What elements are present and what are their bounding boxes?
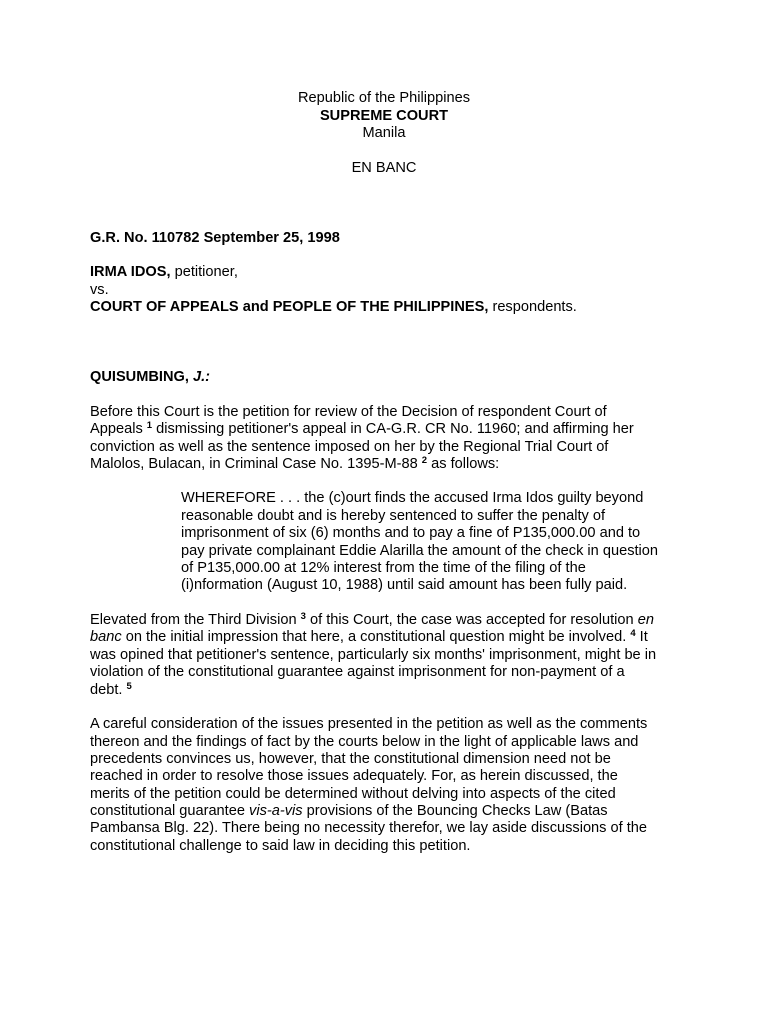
footnote-ref-5[interactable]: 5 — [126, 681, 132, 692]
p1-line-4 — [90, 456, 690, 473]
p2-l2-italic: banc — [90, 629, 122, 645]
ponente — [90, 369, 690, 386]
p3-l6-text-b: provisions of the Bouncing Checks Law (Batas — [302, 803, 608, 819]
petitioner-name: IRMA IDOS, — [90, 264, 171, 280]
p3-line-7: Pambansa Blg. 22). There being no necessity therefor, we lay aside discussions of the — [90, 820, 648, 836]
p3-line-6 — [90, 803, 690, 820]
p3-l6-italic: vis-a-vis — [249, 803, 303, 819]
quote-line-2: reasonable doubt and is hereby sentenced to suffer the penalty of — [181, 508, 606, 524]
footnote-ref-3[interactable]: 3 — [300, 611, 306, 622]
p3-line-5: merits of the petition could be determined without delving into aspects of the cited — [90, 786, 616, 802]
respondents-names: COURT OF APPEALS and PEOPLE OF THE PHILIPPINES, — [90, 299, 489, 315]
p1-line-2 — [90, 421, 690, 438]
petitioner-role: petitioner, — [170, 264, 238, 280]
footnote-ref-4[interactable]: 4 — [630, 628, 636, 639]
footnote-ref-2[interactable]: 2 — [421, 455, 428, 466]
p1-l4-text-a: Malolos, Bulacan, in Criminal Case No. 1395-M-88 — [90, 456, 422, 472]
p2-l2-text-a: on the initial impression that here, a constitutional question might be involved. — [121, 629, 631, 645]
header-court: SUPREME COURT — [319, 108, 449, 124]
respondents-line — [90, 299, 690, 316]
p2-l1-text-b: of this Court, the case was accepted for resolution — [305, 612, 638, 628]
p1-line-3: conviction as well as the sentence imposed on her by the Regional Trial Court of — [90, 439, 609, 455]
header-republic: Republic of the Philippines — [298, 90, 470, 106]
respondents-role: respondents. — [488, 299, 577, 315]
p3-line-3: precedents convinces us, however, that the constitutional dimension need not be — [90, 751, 611, 767]
case-number: G.R. No. 110782 September 25, 1998 — [90, 230, 340, 246]
ponente-name: QUISUMBING, — [90, 369, 193, 385]
p2-line-1 — [90, 612, 690, 629]
p1-line-1: Before this Court is the petition for review of the Decision of respondent Court of — [90, 404, 607, 420]
p3-line-2: thereon and the findings of fact by the courts below in the light of applicable laws and — [90, 734, 639, 750]
p2-l5-text-a: debt. — [90, 682, 127, 698]
p1-l2-text-b: dismissing petitioner's appeal in CA-G.R. CR No. 11960; and affirming her — [152, 421, 634, 437]
p3-line-4: reached in order to resolve those issues adequately. For, as herein discussed, the — [90, 768, 618, 784]
header-division: EN BANC — [351, 160, 417, 176]
p2-line-4: violation of the constitutional guarantee against imprisonment for non-payment of a — [90, 664, 625, 680]
p3-line-1: A careful consideration of the issues presented in the petition as well as the comments — [90, 716, 648, 732]
versus: vs. — [90, 282, 109, 298]
ponente-title: J.: — [192, 369, 210, 385]
p1-l2-text-a: Appeals — [90, 421, 147, 437]
p2-l1-italic: en — [637, 612, 654, 628]
p2-l1-text-a: Elevated from the Third Division — [90, 612, 301, 628]
p1-l4-text-b: as follows: — [427, 456, 500, 472]
p3-line-8: constitutional challenge to said law in deciding this petition. — [90, 838, 471, 854]
p3-l6-text-a: constitutional guarantee — [90, 803, 250, 819]
quote-line-6: (i)nformation (August 10, 1988) until said amount has been fully paid. — [181, 577, 628, 593]
quote-line-4: pay private complainant Eddie Alarilla the amount of the check in question — [181, 543, 659, 559]
quote-line-5: of P135,000.00 at 12% interest from the time of the filing of the — [181, 560, 586, 576]
p2-line-2 — [90, 629, 690, 646]
p2-line-3: was opined that petitioner's sentence, particularly six months' imprisonment, might be in — [90, 647, 657, 663]
p2-l2-text-b: It — [635, 629, 648, 645]
quote-line-3: imprisonment of six (6) months and to pay a fine of P135,000.00 and to — [181, 525, 641, 541]
header-city: Manila — [362, 125, 406, 141]
footnote-ref-1[interactable]: 1 — [146, 420, 153, 431]
p2-line-5 — [90, 682, 690, 699]
petitioner-line — [90, 264, 690, 281]
quote-line-1: WHEREFORE . . . the (c)ourt finds the accused Irma Idos guilty beyond — [181, 490, 644, 506]
